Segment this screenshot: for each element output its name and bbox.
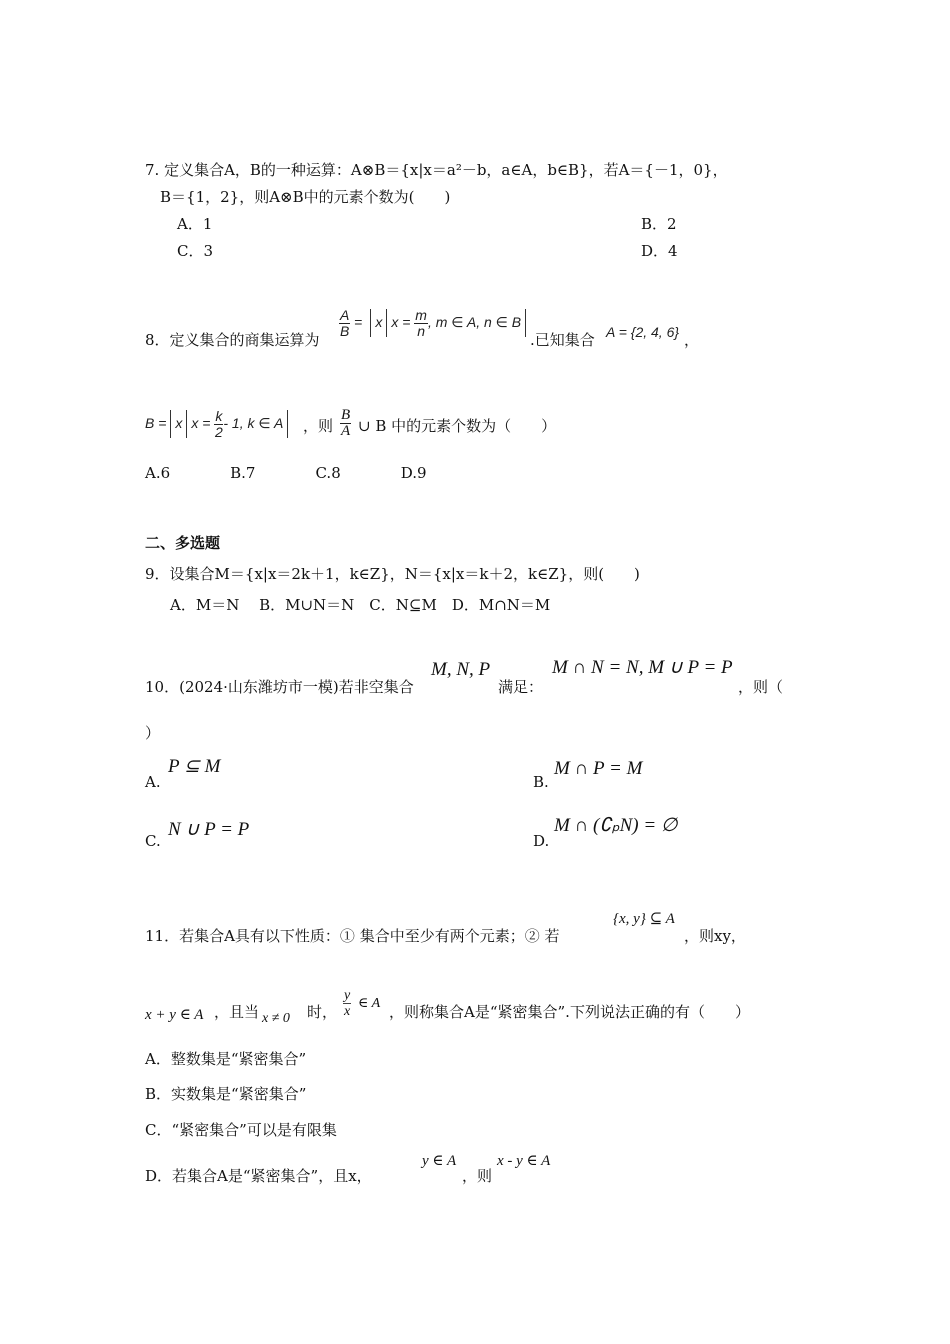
q10-tail: ，则（ <box>738 678 784 696</box>
q10-option-b-label: B. <box>533 773 549 791</box>
q11-option-b: B．实数集是“紧密集合” <box>145 1085 307 1103</box>
q8-def-x2: x = <box>391 314 411 330</box>
q7-option-b: B．2 <box>641 215 677 233</box>
q11-frac-den: x <box>344 1004 351 1019</box>
q8-options: A.6 B.7 C.8 D.9 <box>145 464 427 482</box>
q10-close: ） <box>145 724 161 742</box>
q7-line1: 7. 定义集合A，B的一种运算：A⊗B＝{x|x＝a²－b，a∈A，b∈B}，若A＝{－1，0}， <box>145 161 728 179</box>
q11-option-d-math2: x - y ∈ A <box>497 1153 551 1169</box>
q8-b-x2: x = <box>191 415 211 431</box>
q8-quotient-definition: $\frac{A}{B}$ = x x = $\frac{m}{n}$ , m ∈ A, n ∈ B <box>339 302 530 342</box>
q10-condition: M ∩ N = N, M ∪ P = P <box>552 657 733 678</box>
q10-prefix: 10．(2024·山东潍坊市一模)若非空集合 <box>145 678 414 696</box>
q11-line2-math2: x ≠ 0 <box>262 1011 290 1026</box>
q10-sets: M, N, P <box>431 659 491 680</box>
q11-line1-math: {x, y} ⊆ A <box>613 911 675 927</box>
q8-rest: ∪ B 中的元素个数为（ ） <box>358 417 557 435</box>
q11-option-d-prefix: D．若集合A是“紧密集合”，且x， <box>145 1167 372 1185</box>
q8-b-x: x <box>175 415 183 431</box>
q10-option-d-label: D. <box>533 832 550 850</box>
q8-def-tail: , m ∈ A, n ∈ B <box>427 314 522 330</box>
q10-mid: 满足： <box>498 678 544 696</box>
q8-def-x: x <box>375 314 383 330</box>
q11-option-c: C．“紧密集合”可以是有限集 <box>145 1121 337 1139</box>
q10-option-b-math: M ∩ P = M <box>554 758 643 779</box>
section-title: 二、多选题 <box>145 534 221 552</box>
q8-def-den: B <box>340 322 350 339</box>
q8-b-tail: - 1, k ∈ A <box>223 415 284 431</box>
q8-b-k: k <box>215 407 223 424</box>
q7-option-d: D．4 <box>641 242 678 260</box>
q11-line2-in: ∈ A <box>358 996 381 1011</box>
q11-line1-prefix: 11．若集合A具有以下性质：① 集合中至少有两个元素；② 若 <box>145 927 560 945</box>
q8-b-2: 2 <box>214 423 223 440</box>
q8-def-num: A <box>340 306 350 323</box>
q8-mid: .已知集合 <box>530 331 595 349</box>
q8-def-n: n <box>417 322 426 339</box>
q8-frac-den: A <box>341 423 351 439</box>
q7-option-c: C．3 <box>177 242 214 260</box>
q8-set-b <box>145 403 292 443</box>
q8-def-m: m <box>415 306 427 323</box>
q8-then: ，则 <box>303 417 334 435</box>
q8-set-a: A = {2, 4, 6} <box>606 324 680 340</box>
q7-line2: B＝{1，2}，则A⊗B中的元素个数为( ) <box>160 188 451 206</box>
q10-option-a-math: P ⊆ M <box>168 756 221 777</box>
q11-line2-mid1: ，且当 <box>214 1003 260 1021</box>
q8-fraction <box>340 408 351 439</box>
q8-prefix: 8．定义集合的商集运算为 <box>145 331 320 349</box>
q9-stem: 9．设集合M＝{x|x＝2k＋1，k∈Z}，N＝{x|x＝k＋2，k∈Z}，则( ) <box>145 565 640 583</box>
q11-line1-tail: ，则xy， <box>684 927 746 945</box>
q7-option-a: A．1 <box>177 215 213 233</box>
q9-options: A．M＝N B．M∪N＝N C．N⊆M D．M∩N＝M <box>170 596 551 614</box>
q11-line2-math1: x + y ∈ A <box>145 1007 204 1023</box>
q11-option-d-math1: y ∈ A <box>422 1153 457 1169</box>
q10-option-a-label: A. <box>145 773 161 791</box>
q8-b-lhs: B = <box>145 415 167 431</box>
q8-frac-num: B <box>341 407 351 423</box>
q10-option-c-label: C. <box>145 832 161 850</box>
q10-option-d-math: M ∩ (∁ₚN) = ∅ <box>554 815 678 836</box>
q11-frac-num: y <box>344 988 351 1003</box>
q11-option-a: A．整数集是“紧密集合” <box>145 1050 307 1068</box>
q10-option-c-math: N ∪ P = P <box>168 819 250 840</box>
q11-line2-tail: ，则称集合A是“紧密集合”.下列说法正确的有（ ） <box>389 1003 750 1021</box>
q11-option-d-mid: ，则 <box>462 1167 493 1185</box>
q11-line2-fraction <box>343 988 351 1019</box>
q8-tail: ， <box>684 331 700 349</box>
q11-line2-mid2: 时， <box>307 1003 338 1021</box>
